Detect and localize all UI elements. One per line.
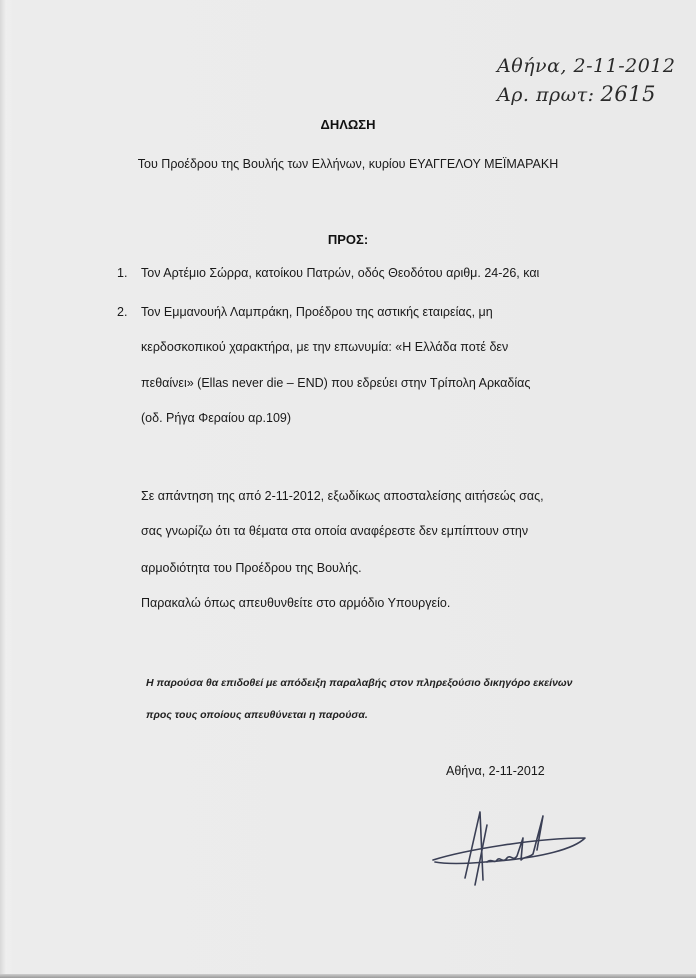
closing-place-date: Αθήνα, 2-11-2012 — [446, 764, 545, 778]
recipient-line: πεθαίνει» (Ellas never die – END) που εδρεύει στην Τρίπολη Αρκαδίας — [141, 376, 531, 390]
page-bottom-edge — [0, 974, 696, 978]
body-line: αρμοδιότητα του Προέδρου της Βουλής. — [141, 561, 362, 575]
service-note-line: προς τους οποίους απευθύνεται η παρούσα. — [146, 709, 368, 721]
recipient-number: 2. — [117, 305, 128, 319]
handwritten-header — [497, 52, 675, 109]
document-subtitle: Του Προέδρου της Βουλής των Ελλήνων, κυρίου ΕΥΑΓΓΕΛΟΥ ΜΕΪΜΑΡΑΚΗ — [137, 157, 559, 171]
body-line: σας γνωρίζω ότι τα θέματα στα οποία αναφέρεστε δεν εμπίπτουν στην — [141, 524, 529, 538]
recipient-line: (οδ. Ρήγα Φεραίου αρ.109) — [141, 411, 292, 425]
recipients-heading: ΠΡΟΣ: — [327, 232, 369, 247]
handwritten-place-date: Αθήνα, 2-11-2012 — [497, 55, 676, 77]
recipient-item-2 — [117, 305, 493, 319]
recipient-line: κερδοσκοπικού χαρακτήρα, με την επωνυμία: «Η Ελλάδα ποτέ δεν — [141, 340, 509, 354]
recipient-line: Τον Εμμανουήλ Λαμπράκη, Προέδρου της αστικής εταιρείας, μη — [141, 305, 493, 319]
recipient-line: Τον Αρτέμιο Σώρρα, κατοίκου Πατρών, οδός Θεοδότου αριθμ. 24-26, και — [141, 266, 540, 280]
signature-icon — [425, 800, 605, 900]
recipient-number: 1. — [117, 266, 128, 280]
handwritten-protocol — [497, 80, 675, 109]
body-line: Σε απάντηση της από 2-11-2012, εξωδίκως αποσταλείσης αιτήσεώς σας, — [141, 489, 544, 503]
recipient-item-1 — [117, 266, 539, 280]
document-title: ΔΗΛΩΣΗ — [320, 117, 376, 132]
protocol-number: 2615 — [600, 82, 656, 106]
body-line: Παρακαλώ όπως απευθυνθείτε στο αρμόδιο Υπουργείο. — [141, 596, 451, 610]
service-note-line: Η παρούσα θα επιδοθεί με απόδειξη παραλαβής στον πληρεξούσιο δικηγόρο εκείνων — [146, 677, 573, 689]
protocol-label: Αρ. πρωτ: — [497, 84, 595, 106]
